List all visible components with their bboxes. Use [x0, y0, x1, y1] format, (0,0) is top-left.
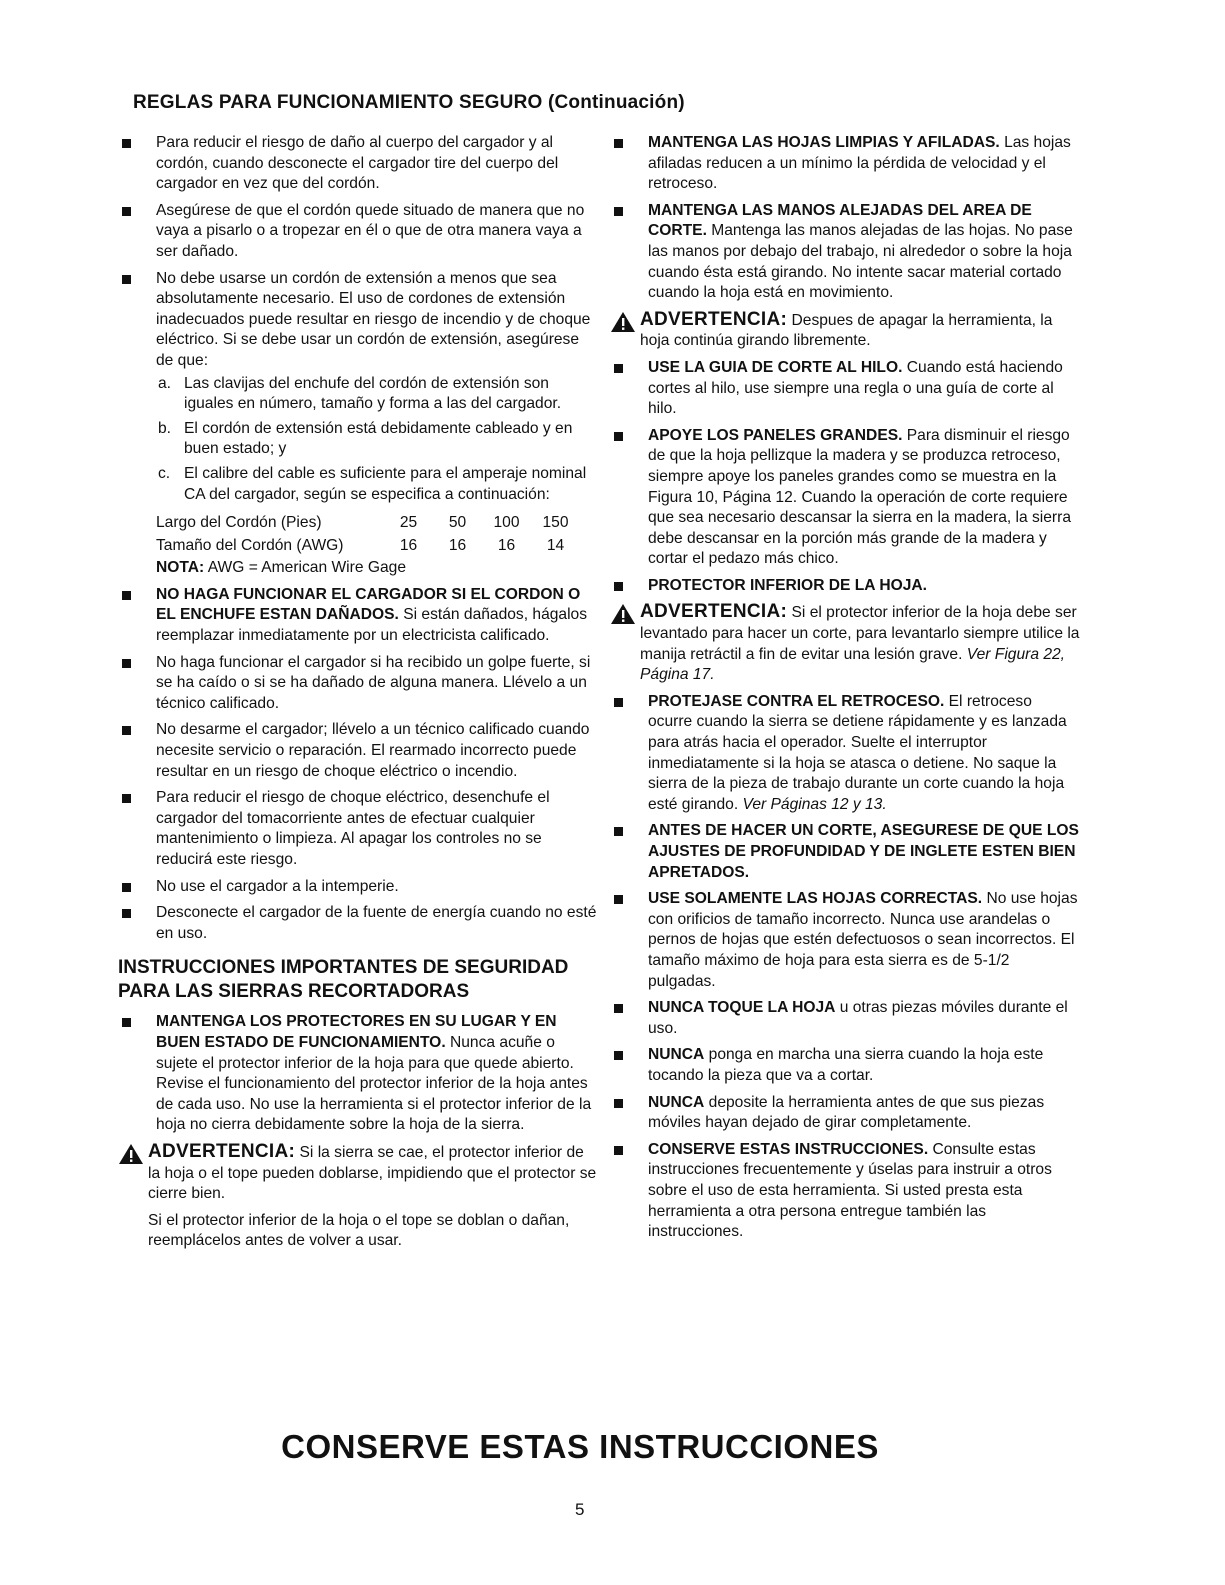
list-item [118, 653, 600, 715]
item-bold: MANTENGA LAS HOJAS LIMPIAS Y AFILADAS. [648, 134, 1000, 151]
square-bullet-icon [614, 1146, 623, 1155]
warning-triangle-icon [610, 603, 636, 625]
list-item [118, 903, 600, 944]
item-text: Para reducir el riesgo de choque eléctrico, desenchufe el cargador del tomacorriente antes de efectuar cualquier mantenimiento o limpieza. Al apagar los controles no se reducirá este riesgo. [156, 789, 550, 868]
item-text: No haga funcionar el cargador si ha recibido un golpe fuerte, si se ha caído o si se ha dañado de alguna manera. Llévelo a un técnico calificado. [156, 653, 591, 712]
warning-block [610, 602, 1080, 685]
item-text: Para reducir el riesgo de daño al cuerpo del cargador y al cordón, cuando desconecte el cargador tire del cuerpo del cargador en vez que del cordón. [156, 134, 559, 193]
sub-item [158, 464, 600, 505]
item-bold: APOYE LOS PANELES GRANDES. [648, 426, 903, 444]
warning-label: ADVERTENCIA: [640, 308, 788, 330]
sub-item-text: Las clavijas del enchufe del cordón de extensión son iguales en número, tamaño y forma a las del cargador. [184, 374, 562, 413]
sub-item-text: El calibre del cable es suficiente para el amperaje nominal CA del cargador, según se especifica a continuación: [184, 464, 587, 503]
item-text: No debe usarse un cordón de extensión a menos que sea absolutamente necesario. El uso de cordones de extensión inadecuados puede resultar en riesgo de incendio y de choque eléctrico. Si se debe usar un cordón de extensión, asegúrese de que: [156, 269, 591, 369]
right-column [610, 133, 1080, 1249]
item-text: Nunca acuñe o sujete el protector inferior de la hoja para que quede abierto. Revise el funcionamiento del protector inferior de la hoja antes de cada uso. No use la herramienta si el protector inferior de la hoja no cierra debidamente sobre la hoja de la sierra. [156, 1033, 592, 1134]
item-bold: NUNCA TOQUE LA HOJA [648, 999, 836, 1017]
gage-table-block [156, 513, 600, 579]
list-item [610, 1045, 1080, 1086]
square-bullet-icon [122, 1018, 131, 1027]
list-item [610, 1093, 1080, 1134]
warning-text: Despues de apagar la herramienta, la hoja continúa girando libremente. [640, 311, 1053, 350]
item-bold: PROTEJASE CONTRA EL RETROCESO. [648, 692, 945, 710]
square-bullet-icon [614, 1099, 623, 1108]
square-bullet-icon [122, 207, 131, 216]
sub-item-letter: b. [158, 419, 172, 437]
table-cell: 25 [399, 514, 418, 532]
list-item [610, 426, 1080, 570]
square-bullet-icon [122, 659, 131, 668]
square-bullet-icon [122, 726, 131, 735]
list-item [118, 788, 600, 870]
item-text: u otras piezas móviles durante el uso. [648, 999, 1068, 1037]
item-bold: MANTENGA LOS PROTECTORES EN SU LUGAR Y EN BUEN ESTADO DE FUNCIONAMIENTO. [156, 1013, 557, 1051]
table-cell: 16 [448, 536, 467, 554]
square-bullet-icon [122, 794, 131, 803]
square-bullet-icon [614, 698, 623, 707]
section-heading: INSTRUCCIONES IMPORTANTES DE SEGURIDAD PARA LAS SIERRAS RECORTADORAS [118, 957, 569, 1003]
warning-triangle-icon [118, 1143, 144, 1165]
warning-text: Si el protector inferior de la hoja debe ser levantado para hacer un corte, para levantarlo siempre utilice la manija retráctil a fin de evitar una lesión grave. [640, 604, 1080, 663]
table-cell: 50 [448, 514, 467, 532]
sub-item-letter: a. [158, 374, 172, 392]
item-bold: PROTECTOR INFERIOR DE LA HOJA. [648, 576, 927, 594]
item-text: El retroceso ocurre cuando la sierra se detiene rápidamente y es lanzada para atrás hacia el operador. Suelte el interruptor inmediatamente si la hoja se atasca o detiene. No saque la sierra de la pieza de trabajo durante un corte cuando la hoja esté girando. [648, 692, 1067, 813]
item-text: No desarme el cargador; llévelo a un técnico calificado cuando necesite servicio o reparación. El rearmado incorrecto puede resultar en un riesgo de choque eléctrico o incendio. [156, 721, 590, 780]
item-bold: USE LA GUIA DE CORTE AL HILO. [648, 358, 903, 376]
item-text: deposite la herramienta antes de que sus piezas móviles hayan dejado de girar completamente. [648, 1093, 1045, 1132]
item-bold: NO HAGA FUNCIONAR EL CARGADOR SI EL CORDON O EL ENCHUFE ESTAN DAÑADOS. [156, 585, 581, 624]
item-text: ponga en marcha una sierra cuando la hoja este tocando la pieza que va a cortar. [648, 1046, 1044, 1084]
item-text: Consulte estas instrucciones frecuentemente y úselas para instruir a otros sobre el uso de esta herramienta. Si usted presta esta herramienta a otra persona entregue también las instrucciones. [648, 1140, 1052, 1241]
item-reference: Ver Páginas 12 y 13. [742, 795, 887, 813]
list-item [118, 269, 600, 506]
item-text: Desconecte el cargador de la fuente de energía cuando no esté en uso. [156, 904, 597, 942]
table-cell: 14 [546, 536, 565, 554]
square-bullet-icon [614, 1051, 623, 1060]
list-item [118, 133, 600, 195]
square-bullet-icon [614, 1004, 623, 1013]
item-bold: NUNCA [648, 1093, 705, 1111]
page-title: REGLAS PARA FUNCIONAMIENTO SEGURO (Continuación) [133, 92, 685, 113]
list-item [118, 720, 600, 782]
square-bullet-icon [614, 895, 623, 904]
square-bullet-icon [614, 827, 623, 836]
note-label: NOTA: [156, 559, 205, 577]
square-bullet-icon [614, 139, 623, 148]
item-text: No use hojas con orificios de tamaño incorrecto. Nunca use arandelas o pernos de hojas que estén defectuosos o sean incorrectos. El tamaño máximo de hoja para esta sierra es de 5-1/2 pulgadas. [648, 890, 1078, 990]
warning-triangle-icon [610, 311, 636, 333]
list-item [610, 133, 1080, 195]
square-bullet-icon [122, 909, 131, 918]
note-text: AWG = American Wire Gage [204, 559, 406, 577]
table-cell: 100 [493, 514, 520, 532]
item-bold: NUNCA [648, 1046, 705, 1064]
item-bold: MANTENGA LAS MANOS ALEJADAS DEL AREA DE CORTE. [648, 201, 1032, 240]
list-item [118, 585, 600, 647]
sub-item [158, 374, 600, 415]
square-bullet-icon [614, 364, 623, 373]
left-column [118, 133, 600, 1252]
sub-item-text: El cordón de extensión está debidamente cableado y en buen estado; y [184, 419, 573, 458]
warning-label: ADVERTENCIA: [148, 1140, 296, 1162]
table-cell: 16 [497, 536, 516, 554]
table-cell: Tamaño del Cordón (AWG) [156, 536, 344, 554]
square-bullet-icon [122, 275, 131, 284]
item-text: Para disminuir el riesgo de que la hoja pellizque la madera y se produzca retroceso, siempre apoye los paneles grandes como se muestra en la Figura 10, Página 12. Cuando la operación de corte requiere que sea necesario descansar la sierra en la madera, la sierra debe descansar en la porción más grande de la madera y cortar el pedazo más chico. [648, 426, 1071, 568]
table-cell: 150 [542, 514, 569, 532]
list-item [610, 358, 1080, 420]
list-item [118, 201, 600, 263]
table-row [156, 513, 580, 536]
square-bullet-icon [122, 139, 131, 148]
warning-block [610, 310, 1080, 352]
list-item [610, 692, 1080, 816]
list-item [118, 877, 600, 898]
sub-item-letter: c. [158, 464, 171, 482]
item-text: Cuando está haciendo cortes al hilo, use siempre una regla o una guía de corte al hilo. [648, 358, 1063, 418]
list-item [610, 576, 1080, 597]
warning-label: ADVERTENCIA: [640, 601, 788, 623]
list-item [610, 1140, 1080, 1243]
square-bullet-icon [122, 883, 131, 892]
list-item [610, 998, 1080, 1039]
square-bullet-icon [614, 582, 623, 591]
closing-paragraph: Si el protector inferior de la hoja o el tope se doblan o dañan, reemplácelos antes de volver a usar. [148, 1211, 570, 1250]
warning-block [118, 1142, 600, 1205]
note [156, 558, 600, 579]
item-bold: CONSERVE ESTAS INSTRUCCIONES. [648, 1140, 929, 1158]
footer-title: CONSERVE ESTAS INSTRUCCIONES [281, 1428, 879, 1465]
list-item [610, 201, 1080, 304]
list-item [118, 1012, 600, 1136]
table-row [156, 536, 580, 559]
page-number: 5 [575, 1500, 585, 1519]
list-item [610, 821, 1080, 883]
gage-table [156, 513, 580, 558]
sub-item [158, 419, 600, 460]
item-bold: USE SOLAMENTE LAS HOJAS CORRECTAS. [648, 890, 983, 908]
square-bullet-icon [122, 591, 131, 600]
square-bullet-icon [614, 432, 623, 441]
item-text: Mantenga las manos alejadas de las hojas. No pase las manos por debajo del trabajo, ni alrededor o sobre la hoja cuando ésta está girando. No intente sacar material cortado cuando la hoja está en movimiento. [648, 222, 1073, 302]
table-cell: Largo del Cordón (Pies) [156, 514, 322, 532]
table-cell: 16 [399, 536, 418, 554]
square-bullet-icon [614, 207, 623, 216]
list-item [610, 889, 1080, 992]
item-text: No use el cargador a la intemperie. [156, 877, 399, 895]
warning-text: Si la sierra se cae, el protector inferior de la hoja o el tope pueden doblarse, impidiendo que el protector se cierre bien. [148, 1143, 597, 1203]
item-text: Si están dañados, hágalos reemplazar inmediatamente por un electricista calificado. [156, 606, 588, 645]
item-text: Asegúrese de que el cordón quede situado de manera que no vaya a pisarlo o a tropezar en él o que de otra manera vaya a ser dañado. [156, 201, 585, 260]
item-bold: ANTES DE HACER UN CORTE, ASEGURESE DE QUE LOS AJUSTES DE PROFUNDIDAD Y DE INGLETE ESTEN BIEN APRETADOS. [648, 822, 1079, 881]
warning-reference: Ver Figura 22, Página 17. [640, 645, 1066, 684]
item-text: Las hojas afiladas reducen a un mínimo la pérdida de velocidad y el retroceso. [648, 134, 1071, 193]
